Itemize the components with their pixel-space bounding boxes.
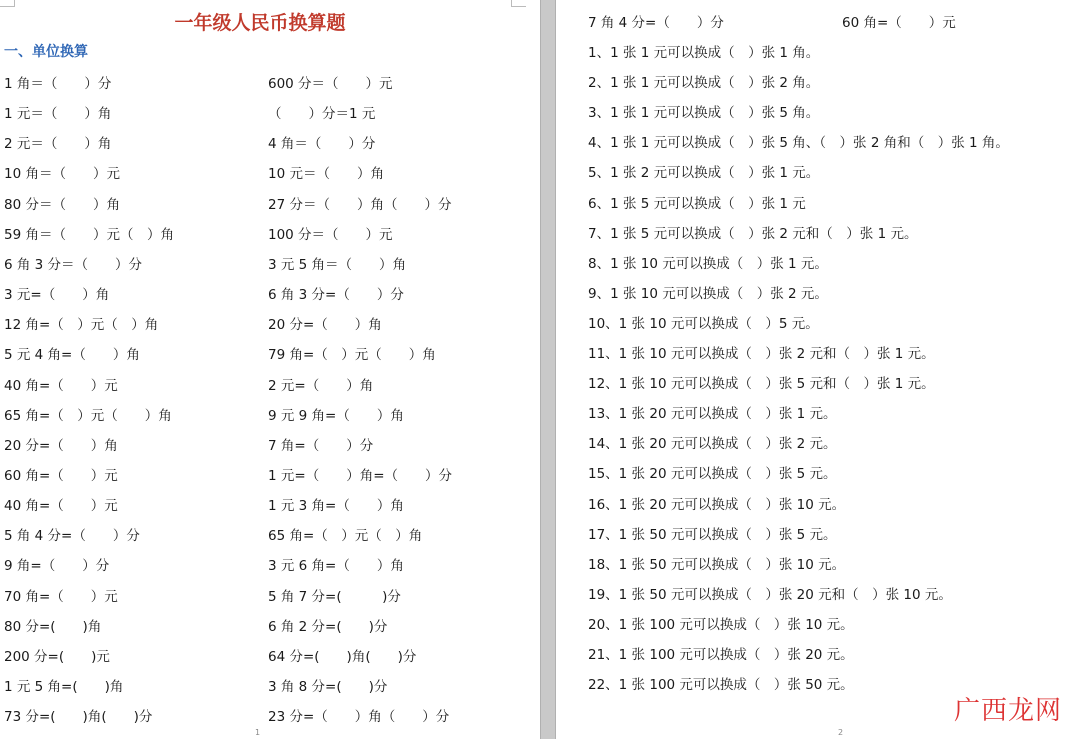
page-corner-mark [511,0,526,7]
exercise-item: 9 元 9 角=（ ）角 [268,407,404,424]
exercise-item: 200 分=( )元 [4,648,110,665]
exercise-item: 40 角=（ ）元 [4,498,118,515]
section-heading: 一、单位换算 [4,44,88,60]
exercise-item: 73 分=( )角( )分 [4,709,153,726]
exercise-item: 1 角＝（ ）分 [4,76,112,92]
exercise-item: 2 元=（ ）角 [268,377,374,394]
site-watermark: 广西龙网 [953,696,1062,726]
exercise-item: 5 元 4 角=（ ）角 [4,347,140,364]
exercise-item: 1 元 3 角=（ ）角 [268,498,404,515]
exercise-item: 64 分=( )角( )分 [268,648,417,665]
exercise-item: 10 元＝（ ）角 [268,166,384,183]
exchange-question: 4、1 张 1 元可以换成（ ）张 5 角、（ ）张 2 角和（ ）张 1 角。 [588,135,1009,152]
exercise-item: 23 分=（ ）角（ ）分 [268,709,450,726]
exercise-item: 6 角 2 分=( )分 [268,618,388,635]
exchange-question: 17、1 张 50 元可以换成（ ）张 5 元。 [588,526,837,543]
exercise-item: 6 角 3 分=（ ）分 [268,287,404,304]
exchange-question: 13、1 张 20 元可以换成（ ）张 1 元。 [588,406,837,423]
exercise-item: 10 角＝（ ）元 [4,166,120,183]
exercise-item: 70 角=（ ）元 [4,588,118,605]
exchange-question: 16、1 张 20 元可以换成（ ）张 10 元。 [588,496,846,513]
exchange-question: 19、1 张 50 元可以换成（ ）张 20 元和（ ）张 10 元。 [588,586,952,603]
exercise-item: 5 角 7 分=( )分 [268,588,401,605]
worksheet-title: 一年级人民币换算题 [174,12,346,34]
exchange-question: 20、1 张 100 元可以换成（ ）张 10 元。 [588,616,854,633]
exercise-item: 600 分＝（ ）元 [268,76,393,92]
exercise-item: 9 角=（ ）分 [4,558,110,575]
exchange-question: 12、1 张 10 元可以换成（ ）张 5 元和（ ）张 1 元。 [588,376,935,393]
exchange-question: 3、1 张 1 元可以换成（ ）张 5 角。 [588,105,820,122]
exercise-item: 7 角=（ ）分 [268,437,374,454]
exercise-item: 3 角 8 分=( )分 [268,679,388,695]
exercise-item: 100 分＝（ ）元 [268,226,393,243]
exercise-item: 3 元 5 角＝（ ）角 [268,256,407,273]
page-number: 2 [838,728,844,737]
exchange-question: 18、1 张 50 元可以换成（ ）张 10 元。 [588,556,846,573]
exercise-item: 60 角=（ ）元 [842,15,956,31]
exchange-question: 14、1 张 20 元可以换成（ ）张 2 元。 [588,436,837,453]
exercise-item: 20 分=（ ）角 [268,317,382,334]
exercise-item: 80 分=( )角 [4,618,102,635]
exercise-item: 7 角 4 分=（ ）分 [588,15,724,31]
exchange-question: 7、1 张 5 元可以换成（ ）张 2 元和（ ）张 1 元。 [588,225,918,242]
exercise-item: 12 角=（ ）元（ ）角 [4,317,159,334]
exchange-question: 1、1 张 1 元可以换成（ ）张 1 角。 [588,45,820,61]
exercise-item: 65 角=（ ）元（ ）角 [4,407,172,424]
exercise-item: 59 角＝（ ）元（ ）角 [4,226,174,243]
exercise-item: 79 角=（ ）元（ ）角 [268,347,436,364]
exercise-item: 65 角=（ ）元（ ）角 [268,528,423,545]
exchange-question: 8、1 张 10 元可以换成（ ）张 1 元。 [588,255,828,272]
exercise-item: 27 分＝（ ）角（ ）分 [268,196,452,213]
exercise-item: 1 元 5 角=( )角 [4,679,124,695]
exercise-item: 6 角 3 分＝（ ）分 [4,256,143,273]
exercise-item: 80 分＝（ ）角 [4,196,120,213]
exercise-item: 60 角=（ ）元 [4,467,118,484]
exercise-item: 20 分=（ ）角 [4,437,118,454]
exercise-item: 2 元＝（ ）角 [4,136,112,153]
exercise-item: 3 元 6 角=（ ）角 [268,558,404,575]
exchange-question: 2、1 张 1 元可以换成（ ）张 2 角。 [588,75,820,92]
exchange-question: 21、1 张 100 元可以换成（ ）张 20 元。 [588,647,854,663]
exchange-question: 6、1 张 5 元可以换成（ ）张 1 元 [588,195,806,212]
exchange-question: 10、1 张 10 元可以换成（ ）5 元。 [588,315,819,332]
exercise-item: 3 元=（ ）角 [4,287,110,304]
exchange-question: 22、1 张 100 元可以换成（ ）张 50 元。 [588,677,854,694]
page-corner-mark [0,0,15,7]
exercise-item: （ ）分＝1 元 [268,106,376,123]
document-page-2 [556,0,1080,739]
exercise-item: 5 角 4 分=（ ）分 [4,528,140,545]
exercise-item: 1 元=（ ）角=（ ）分 [268,467,453,484]
exchange-question: 15、1 张 20 元可以换成（ ）张 5 元。 [588,466,837,483]
exchange-question: 5、1 张 2 元可以换成（ ）张 1 元。 [588,165,820,182]
exercise-item: 40 角=（ ）元 [4,377,118,394]
exercise-item: 4 角＝（ ）分 [268,136,376,153]
exercise-item: 1 元＝（ ）角 [4,106,112,123]
page-gap-divider [540,0,556,739]
exchange-question: 9、1 张 10 元可以换成（ ）张 2 元。 [588,285,828,302]
page-number: 1 [255,728,261,737]
exchange-question: 11、1 张 10 元可以换成（ ）张 2 元和（ ）张 1 元。 [588,346,935,362]
